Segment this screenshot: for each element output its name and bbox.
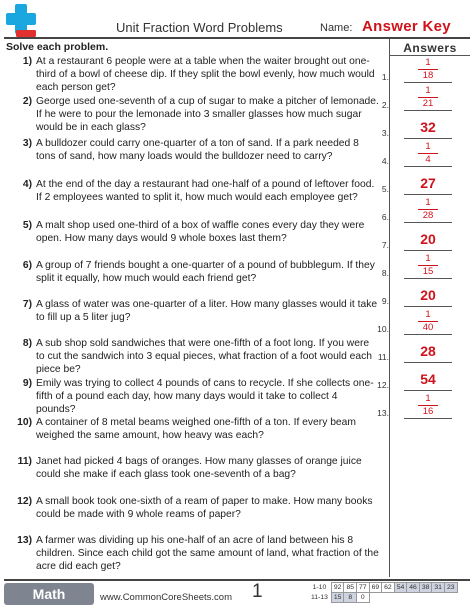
fraction-numerator: 1 [425, 393, 431, 404]
question-number: 4) [22, 179, 32, 190]
question-text: A malt shop used one-third of a box of waffle cones every day they were open. How many days would 9 whole boxes last them? [36, 220, 365, 244]
answer-number: 4. [381, 156, 389, 166]
answer-number: 2. [381, 100, 389, 110]
question-text: A glass of water was one-quarter of a liter. How many glasses would it take to fill up a 5 liter jug? [36, 299, 378, 323]
answers-header-divider [390, 55, 470, 56]
score-cell: 69 [369, 583, 382, 593]
answer-number: 11. [377, 352, 389, 362]
page-number: 1 [252, 581, 263, 602]
question-text: At the end of the day a restaurant had one-half of a pound of leftover food. If 2 employees wanted to split it, how much would each employee get? [36, 179, 375, 203]
subject-badge [4, 583, 94, 605]
answer-number: 5. [381, 184, 389, 194]
question-number: 10) [17, 417, 32, 428]
answer-line [404, 194, 452, 195]
answer-number: 3. [381, 128, 389, 138]
answer-fraction [406, 394, 450, 417]
website-link[interactable]: www.CommonCoreSheets.com [100, 592, 232, 603]
question-number: 5) [22, 220, 32, 231]
answer-whole-number: 27 [420, 175, 436, 191]
answer-number: 13. [377, 408, 389, 418]
fraction-numerator: 1 [425, 141, 431, 152]
fraction-denominator: 18 [422, 70, 434, 81]
question-number: 8) [22, 338, 32, 349]
answer-line [404, 390, 452, 391]
answer-line [404, 362, 452, 363]
question-number: 9) [22, 378, 32, 389]
score-cell: 77 [357, 583, 370, 593]
footer [4, 579, 470, 611]
question-text: Janet had picked 4 bags of oranges. How many glasses of orange juice could she make if each glass took one-seventh of a bag? [36, 456, 362, 480]
question-text: A sub shop sold sandwiches that were one-fifth of a foot long. If you were to cut the sandwich into 3 equal pieces, what fraction of a foot would each piece be? [36, 338, 373, 375]
worksheet-title: Unit Fraction Word Problems [116, 20, 283, 35]
score-row-label: 1-10 [312, 584, 327, 591]
question-number: 1) [22, 56, 32, 67]
name-label: Name: [320, 22, 353, 34]
answer-whole-number: 28 [420, 343, 436, 359]
answer-fraction [406, 142, 450, 165]
answer-fraction [406, 86, 450, 109]
score-cell: 0 [357, 593, 370, 603]
score-cell: 92 [331, 583, 344, 593]
fraction-numerator: 1 [425, 253, 431, 264]
answer-number: 7. [381, 240, 389, 250]
fraction-denominator: 4 [425, 154, 431, 165]
score-row [309, 583, 457, 593]
answer-number: 6. [381, 212, 389, 222]
answer-fraction [406, 58, 450, 81]
score-cell: 15 [331, 593, 344, 603]
score-row [309, 593, 457, 603]
score-row-label: 11-13 [311, 594, 328, 601]
question-text: A farmer was dividing up his one-half of an acre of land between his 8 children. Since each child got the same amount of land, what fraction of the acre did each get? [36, 535, 379, 572]
answer-line [404, 82, 452, 83]
fraction-numerator: 1 [425, 57, 431, 68]
question-number: 12) [17, 496, 32, 507]
answer-key-label: Answer Key [362, 18, 451, 35]
question-text: A group of 7 friends bought a one-quarter of a pound of bubblegum. If they split it equally, how much would each friend get? [36, 260, 375, 284]
fraction-denominator: 40 [422, 322, 434, 333]
answers-header: Answers [403, 41, 457, 55]
fraction-denominator: 21 [422, 98, 434, 109]
score-cell: 46 [407, 583, 420, 593]
instructions: Solve each problem. [6, 41, 109, 53]
answer-fraction [406, 310, 450, 333]
question-number: 7) [22, 299, 32, 310]
answer-line [404, 138, 452, 139]
answer-line [404, 166, 452, 167]
question-text: A bulldozer could carry one-quarter of a ton of sand. If a park needed 8 tons of sand, how many loads would the bulldozer need to carry? [36, 138, 359, 162]
score-cell: 85 [344, 583, 357, 593]
question-number: 2) [22, 96, 32, 107]
answer-number: 10. [377, 324, 389, 334]
answer-line [404, 334, 452, 335]
question-text: George used one-seventh of a cup of sugar to make a pitcher of lemonade. If he were to pour the lemonade into 3 smaller glasses how much sugar would be in each glass? [36, 96, 379, 133]
score-cell: 62 [382, 583, 395, 593]
question-text: A small book took one-sixth of a ream of paper to make. How many books could be made with 9 whole reams of paper? [36, 496, 373, 520]
question-number: 3) [22, 138, 32, 149]
answer-line [404, 306, 452, 307]
fraction-numerator: 1 [425, 309, 431, 320]
answer-line [404, 418, 452, 419]
answer-number: 12. [377, 380, 389, 390]
question-number: 13) [17, 535, 32, 546]
question-text: Emily was trying to collect 4 pounds of cans to recycle. If she collects one-fifth of a pound each day, how many days would it take to collect 4 pounds? [36, 378, 374, 415]
fraction-numerator: 1 [425, 85, 431, 96]
answer-number: 8. [381, 268, 389, 278]
fraction-denominator: 16 [422, 406, 434, 417]
commoncoresheets-logo-icon [4, 2, 38, 40]
score-cell: 23 [444, 583, 457, 593]
answer-whole-number: 32 [420, 119, 436, 135]
answer-fraction [406, 254, 450, 277]
score-table [309, 582, 458, 603]
fraction-numerator: 1 [425, 197, 431, 208]
fraction-denominator: 15 [422, 266, 434, 277]
question-text: At a restaurant 6 people were at a table when the waiter brought out one-third of a bowl of cheese dip. If they split the bowl evenly, how much would each person get? [36, 56, 375, 93]
question-text: A container of 8 metal beams weighed one-fifth of a ton. If every beam weighed the same amount, how heavy was each? [36, 417, 356, 441]
answer-fraction [406, 198, 450, 221]
question-number: 6) [22, 260, 32, 271]
answer-whole-number: 54 [420, 371, 436, 387]
answer-whole-number: 20 [420, 231, 436, 247]
score-cell: 54 [394, 583, 407, 593]
score-cell: 31 [432, 583, 445, 593]
subject-label: Math [32, 586, 66, 602]
score-cell: 8 [344, 593, 357, 603]
answer-line [404, 250, 452, 251]
answer-line [404, 278, 452, 279]
answer-line [404, 222, 452, 223]
answer-number: 1. [381, 72, 389, 82]
score-cell: 38 [419, 583, 432, 593]
fraction-denominator: 28 [422, 210, 434, 221]
answer-line [404, 110, 452, 111]
answer-number: 9. [381, 296, 389, 306]
answer-whole-number: 20 [420, 287, 436, 303]
question-number: 11) [17, 456, 32, 467]
